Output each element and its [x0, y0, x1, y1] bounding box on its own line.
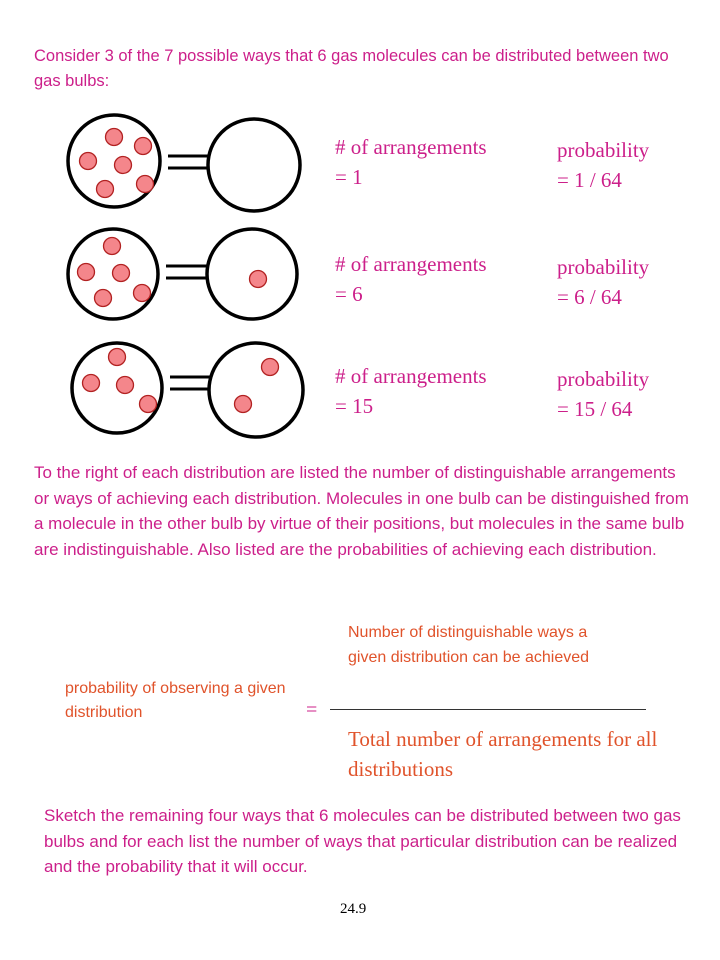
molecule [135, 138, 152, 155]
explanation-paragraph: To the right of each distribution are listed the number of distinguishable arrangements or ways of achieving each distribution. Molecules in one bulb can be distinguished from a molecule in the other bulb by virtue of their positions, but molecules in the same bulb are indistinguishable. Also listed are the probabilities of achieving each distribution. [34, 463, 689, 559]
molecule [106, 129, 123, 146]
molecule [95, 290, 112, 307]
molecule [134, 285, 151, 302]
molecule [115, 157, 132, 174]
intro-text: Consider 3 of the 7 possible ways that 6 gas molecules can be distributed between two gas bulbs: [34, 47, 669, 90]
molecule [250, 271, 267, 288]
distribution-6-0 [68, 115, 300, 211]
probability-label-row-3: probability = 15 / 64 [557, 367, 650, 421]
probability-label-row-1: probability = 1 / 64 [557, 138, 650, 192]
page-number: 24.9 [340, 901, 367, 917]
molecule [262, 359, 279, 376]
formula-numerator: Number of distinguishable ways a given distribution can be achieved [348, 624, 590, 666]
molecule [140, 396, 157, 413]
molecule [78, 264, 95, 281]
molecule [235, 396, 252, 413]
molecule [137, 176, 154, 193]
molecule [83, 375, 100, 392]
arrangements-label-row-1: # of arrangements = 1 [335, 135, 487, 189]
molecule [117, 377, 134, 394]
arrangements-label-row-2: # of arrangements = 6 [335, 252, 487, 306]
formula-lhs: probability of observing a given distribution [65, 680, 286, 721]
molecule [109, 349, 126, 366]
molecule [113, 265, 130, 282]
formula-denominator: Total number of arrangements for all distributions [348, 727, 658, 781]
formula-equals: = [306, 699, 318, 721]
task-paragraph: Sketch the remaining four ways that 6 molecules can be distributed between two gas bulbs and for each list the number of ways that particular distribution can be realized and the probability that it will occur. [44, 806, 681, 876]
molecule [104, 238, 121, 255]
arrangements-label-row-3: # of arrangements = 15 [335, 364, 487, 418]
molecule [80, 153, 97, 170]
right-bulb [209, 343, 303, 437]
distribution-4-2 [72, 343, 303, 437]
probability-label-row-2: probability = 6 / 64 [557, 255, 650, 309]
fraction-line [330, 709, 646, 710]
distribution-5-1 [68, 229, 297, 319]
right-bulb [208, 119, 300, 211]
molecule [97, 181, 114, 198]
